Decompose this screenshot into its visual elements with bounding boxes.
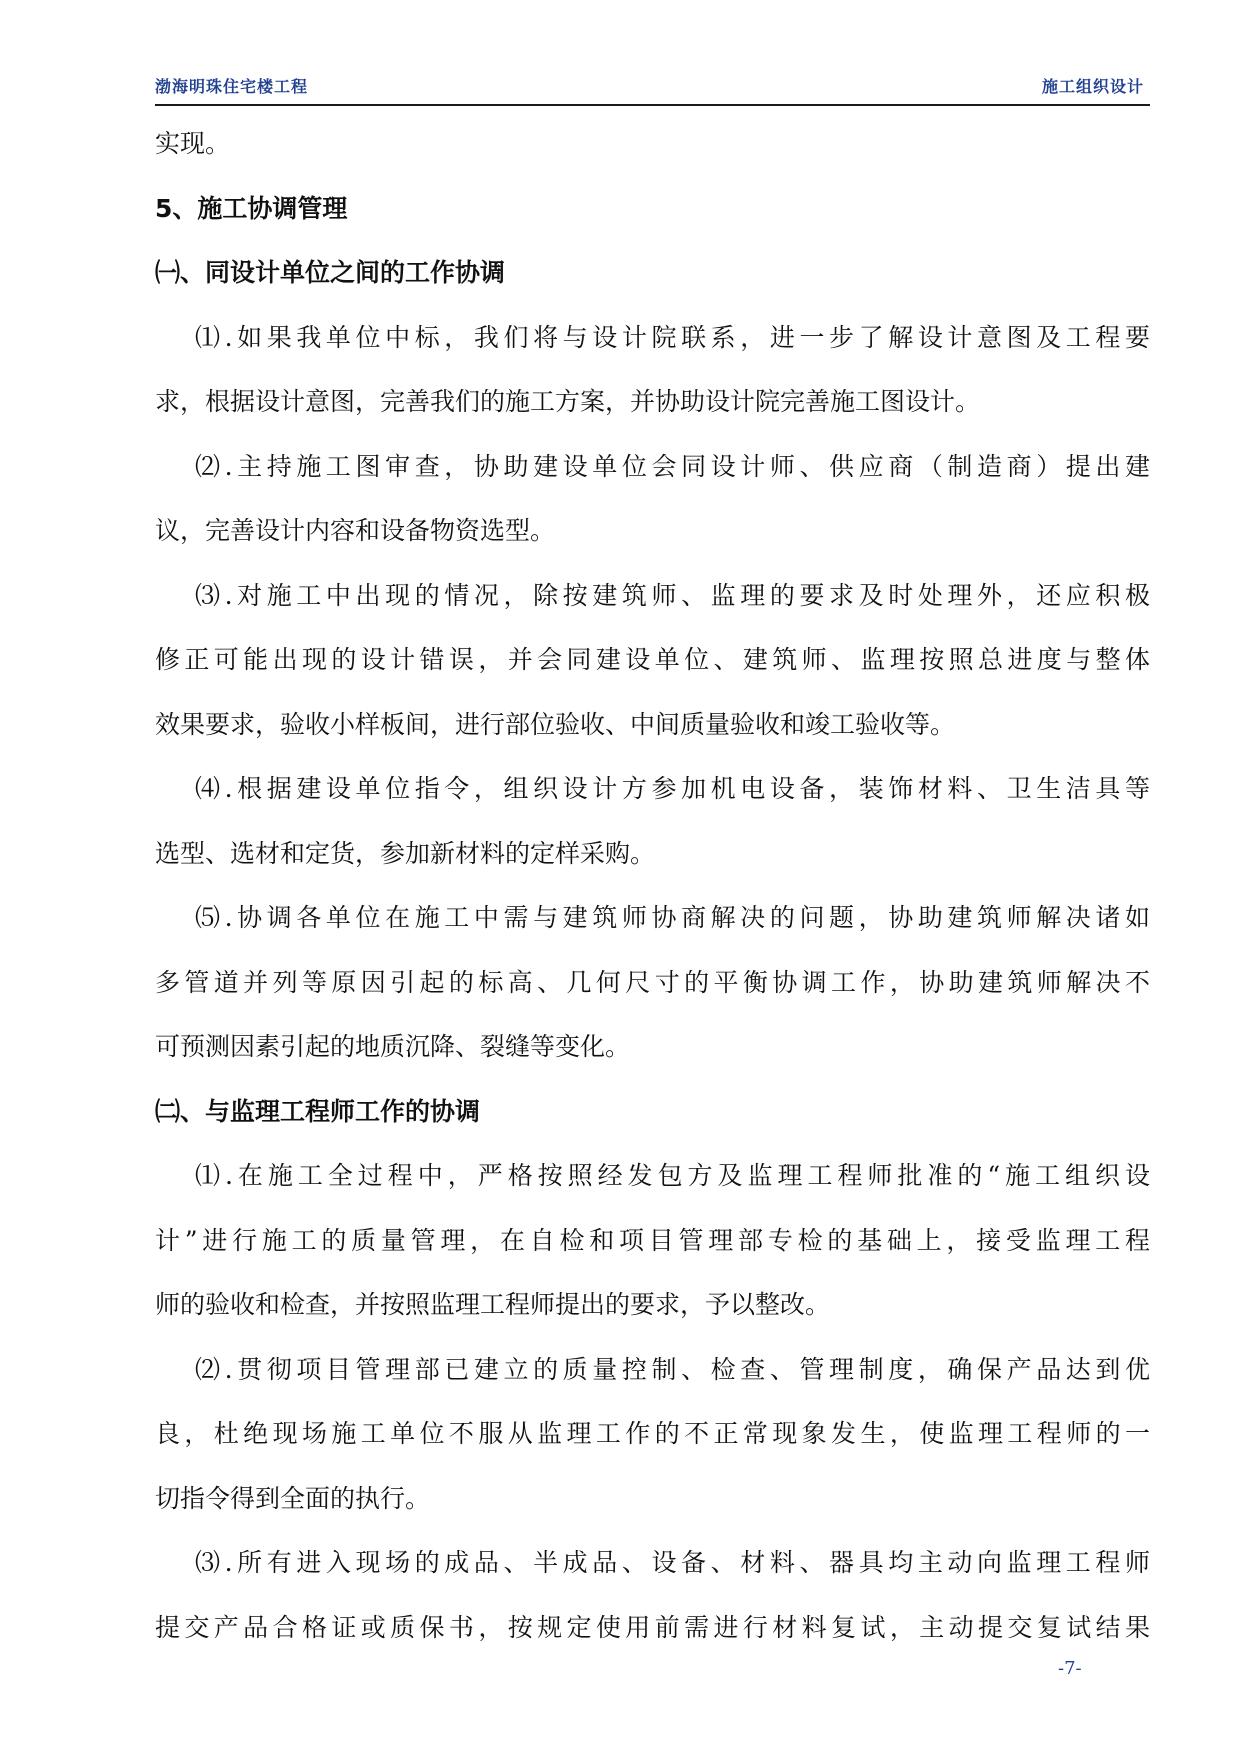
paragraph-line: 提交产品合格证或质保书，按规定使用前需进行材料复试，主动提交复试结果 (155, 1612, 1150, 1642)
paragraph-line: ⑵.贯彻项目管理部已建立的质量控制、检查、管理制度，确保产品达到优 (195, 1354, 1150, 1384)
paragraph-line: 求，根据设计意图，完善我们的施工方案，并协助设计院完善施工图设计。 (155, 387, 981, 416)
page-number: -7- (1058, 1658, 1082, 1679)
paragraph-line: ⑴.如果我单位中标，我们将与设计院联系，进一步了解设计意图及工程要 (195, 322, 1150, 352)
section-heading: ㈡、与监理工程师工作的协调 (155, 1096, 481, 1126)
header-document-type: 施工组织设计 (1041, 77, 1144, 96)
document-body (155, 112, 1150, 1660)
paragraph-line: 实现。 (155, 129, 231, 158)
paragraph-line: 可预测因素引起的地质沉降、裂缝等变化。 (155, 1032, 631, 1061)
paragraph-line: 多管道并列等原因引起的标高、几何尺寸的平衡协调工作，协助建筑师解决不 (155, 967, 1150, 997)
paragraph-line: ⑷.根据建设单位指令，组织设计方参加机电设备，装饰材料、卫生洁具等 (195, 774, 1150, 803)
paragraph-line: ⑶.所有进入现场的成品、半成品、设备、材料、器具均主动向监理工程师 (195, 1548, 1150, 1577)
section-heading: ㈠、同设计单位之间的工作协调 (155, 258, 506, 287)
paragraph-line: 良，杜绝现场施工单位不服从监理工作的不正常现象发生，使监理工程师的一 (155, 1419, 1150, 1448)
paragraph-line: 师的验收和检查，并按照监理工程师提出的要求，予以整改。 (155, 1290, 831, 1319)
paragraph-line: ⑴.在施工全过程中，严格按照经发包方及监理工程师批准的“施工组织设 (195, 1161, 1150, 1190)
section-heading: 5、施工协调管理 (155, 193, 348, 223)
paragraph-line: 议，完善设计内容和设备物资选型。 (155, 516, 556, 545)
paragraph-line: 切指令得到全面的执行。 (155, 1483, 431, 1513)
paragraph-line: 选型、选材和定货，参加新材料的定样采购。 (155, 838, 656, 868)
page-header (155, 70, 1150, 106)
paragraph-line: ⑸.协调各单位在施工中需与建筑师协商解决的问题，协助建筑师解决诸如 (195, 903, 1150, 932)
paragraph-line: 修正可能出现的设计错误，并会同建设单位、建筑师、监理按照总进度与整体 (155, 645, 1150, 674)
paragraph-line: 计”进行施工的质量管理，在自检和项目管理部专检的基础上，接受监理工程 (155, 1225, 1150, 1255)
paragraph-line: ⑶.对施工中出现的情况，除按建筑师、监理的要求及时处理外，还应积极 (195, 580, 1150, 610)
paragraph-line: 效果要求，验收小样板间，进行部位验收、中间质量验收和竣工验收等。 (155, 709, 956, 739)
header-project-title: 渤海明珠住宅楼工程 (155, 77, 309, 96)
paragraph-line: ⑵.主持施工图审查，协助建设单位会同设计师、供应商（制造商）提出建 (195, 451, 1150, 481)
